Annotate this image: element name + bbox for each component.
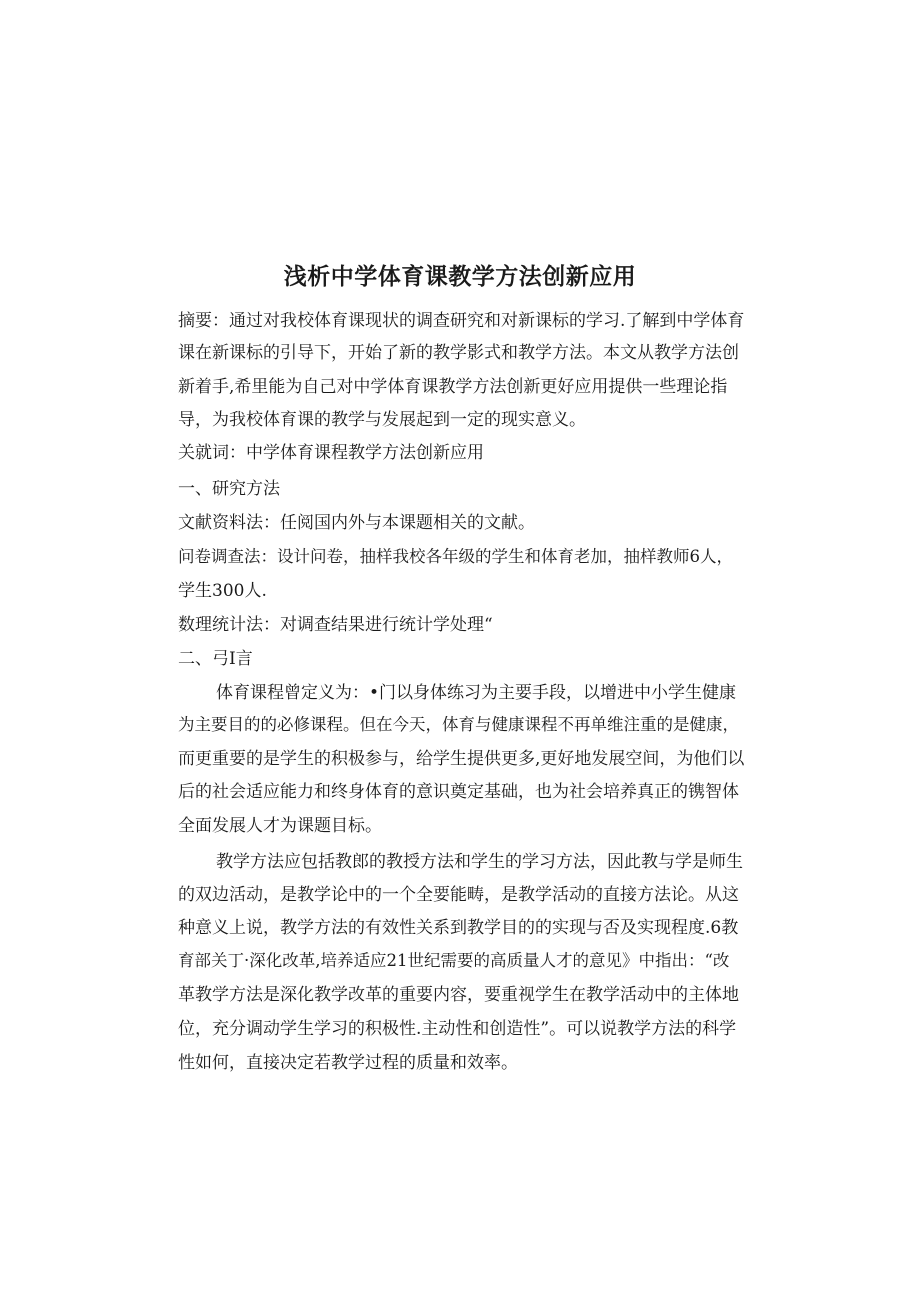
paragraph-line: 教学方法应包括教郎的教授方法和学生的学习方法，因此教与学是师生: [216, 852, 743, 872]
abstract-line: 课在新课标的引导下，开始了新的教学影式和教学方法。本文从教学方法创: [178, 343, 739, 363]
abstract-line: 摘要：通过对我校体育课现状的调查研究和对新课标的学习.了解到中学体育: [178, 311, 745, 331]
method-item: 数理统计法：对调查结果进行统计学处理“: [178, 615, 493, 635]
paragraph-line: 革教学方法是深化教学改革的重要内容，要重视学生在教学活动中的主体地: [178, 985, 739, 1005]
method-item: 文献资料法：任阅国内外与本课题相关的文献。: [178, 513, 535, 533]
method-item: 问卷调查法：设计问卷，抽样我校各年级的学生和体育老加，抽样教师6人，: [178, 547, 733, 566]
paragraph-line: 种意义上说，教学方法的有效性关系到教学目的的实现与否及实现程度.6教: [178, 918, 739, 938]
paragraph-line: 体育课程曾定义为：•门以身体练习为主要手段，以增进中小学生健康: [216, 683, 737, 703]
paragraph-line: 而更重要的是学生的积极参与，给学生提供更多,更好地发展空间，为他们以: [178, 749, 745, 769]
paragraph-line: 后的社会适应能力和终身体育的意识奠定基础，也为社会培养真正的镌智体: [178, 782, 739, 802]
paragraph-line: 性如何，直接决定若教学过程的质量和效率。: [178, 1053, 518, 1073]
paragraph-line: 位，充分调动学生学习的积极性.主动性和创造性”。可以说教学方法的科学: [178, 1019, 737, 1039]
abstract-line: 导，为我校体育课的教学与发展起到一定的现实意义。: [178, 410, 586, 430]
section-heading-introduction: 二、弓I言: [178, 649, 253, 669]
method-item: 学生300人.: [178, 581, 267, 601]
section-heading-methods: 一、研究方法: [178, 479, 280, 499]
paragraph-line: 全面发展人才为课题目标。: [178, 816, 382, 836]
abstract-line: 新着手,希里能为自己对中学体育课教学方法创新更好应用提供一些理论指: [178, 377, 728, 397]
paragraph-line: 的双边活动，是教学论中的一个全要能畴，是教学活动的直接方法论。从这: [178, 885, 739, 905]
keywords-line: 关就词：中学体育课程教学方法创新应用: [178, 443, 484, 463]
paragraph-line: 为主要目的的必修课程。但在今天，体育与健康课程不再单维注重的是健康，: [178, 715, 739, 734]
document-title: 浅析中学体育课教学方法创新应用: [283, 264, 637, 290]
paragraph-line: 育部关丁·深化改革,培养适应21世纪需要的高质量人才的意见》中指出：“改: [178, 951, 730, 970]
